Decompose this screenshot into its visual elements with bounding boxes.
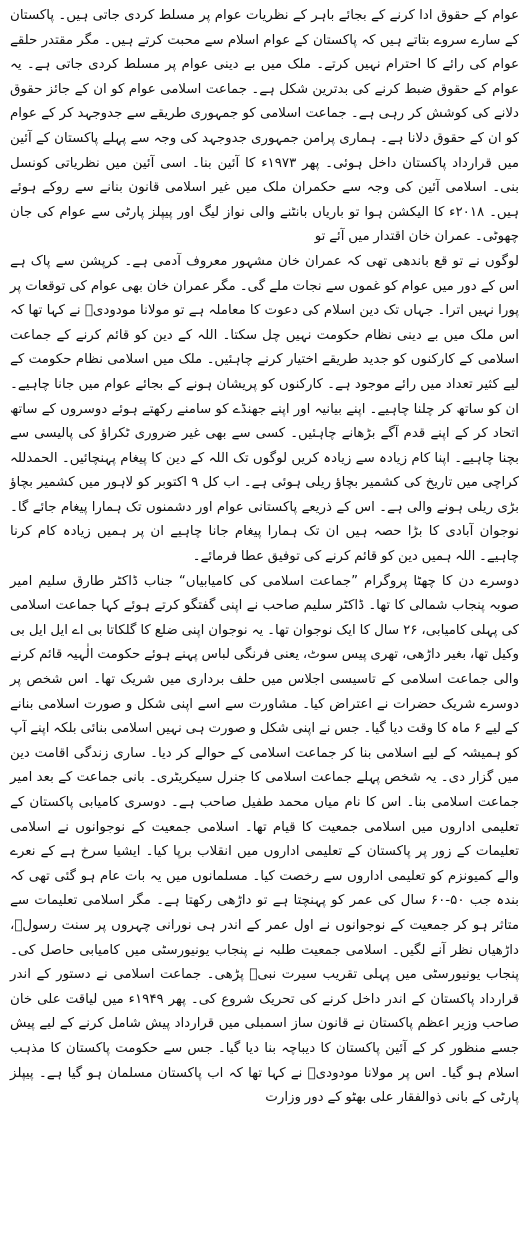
- article-paragraph-2: لوگوں نے تو قع باندھی تھی کہ عمران خان مشہور معروف آدمی ہے۔ کرپشن سے پاک ہے اس کے دور میں عوام کو غموں سے نجات ملے گی۔ مگر عمران خان بھی عوام کی توقعات پر پورا نہیں اترا۔ جہاں تک دین اسلام کی دعوت کا معاملہ ہے تو مولانا مودودیؒ نے کہا تھا کہ اس ملک میں بے دینی نظام حکومت نہیں چل سکتا۔ اللہ کے دین کو قائم کرنے کے جماعت اسلامی کے کارکنوں کو جدید طریقے اختیار کرنے چاہئیں۔ ملک میں اسلامی نظام حکومت کے لیے کثیر تعداد میں رائے موجود ہے۔ کارکنوں کو پریشان ہونے کے بجائے عوام میں جانا چاہیے۔ ان کو ساتھ کر چلنا چاہیے۔ اپنے بیانیہ اور اپنے جھنڈے کو سامنے رکھتے ہوئے دوسروں کے ساتھ اتحاد کر کے اپنے قدم آگے بڑھانے چاہئیں۔ کسی سے بھی غیر ضروری ٹکراؤ کی پالیسی سے بچنا چاہیے۔ اپنا کام زیادہ سے زیادہ کریں لوگوں تک اللہ کے دین کا پیغام پہنچائیں۔ الحمدللہ کراچی میں تاریخ کی کشمیر بچاؤ ریلی ہوئی ہے۔ اب کل ۹ اکتوبر کو لاہور میں کشمیر بچاؤ بڑی ریلی ہونے والی ہے۔ اس کے ذریعے پاکستانی عوام اور دشمنوں تک ہمارا پیغام جائے گا۔ نوجوان آبادی کا بڑا حصہ ہیں ان تک ہمارا پیغام جانا چاہیے ان پر ہمیں زیادہ کام کرنا چاہیے۔ اللہ ہمیں دین کو قائم کرنے کی توفیق عطا فرمائے۔: [10, 253, 519, 565]
- article-paragraph-1: عوام کے حقوق ادا کرنے کے بجائے باہر کے نظریات عوام پر مسلط کردی جاتی ہیں۔ پاکستان کے سارے سروے بتاتے ہیں کہ پاکستان کے عوام اسلام سے محبت کرتے ہیں۔ مگر مقتدر حلقے عوام کی رائے کا احترام نہیں کرتے۔ ملک میں بے دینی عوام پر مسلط کردی جاتی ہے۔ یہ عوام کے حقوق ضبط کرنے کی بدترین شکل ہے۔ جماعت اسلامی عوام کو ان کے جائز حقوق دلانے کی کوشش کر رہی ہے۔ جماعت اسلامی کو جمہوری طریقے سے جدوجہد کر کے عوام کو ان کے حقوق دلانا ہے۔ ہماری پرامن جمہوری جدوجہد کی وجہ سے پہلے پاکستان کے آئین میں قرارداد پاکستان داخل ہوئی۔ پھر ۱۹۷۳ء کا آئین بنا۔ اسی آئین میں نظریاتی کونسل بنی۔ اسلامی آئین کی وجہ سے حکمران ملک میں غیر اسلامی قانون بنانے سے روکے ہوئے ہیں۔ ۲۰۱۸ء کا الیکشن ہوا تو باریاں بانٹنے والی نواز لیگ اور پیپلز پارٹی سے عوام کی جان چھوٹی۔ عمران خان اقتدار میں آئے تو: [10, 8, 519, 245]
- article-paragraph-3: دوسرے دن کا چھٹا پروگرام ”جماعت اسلامی کی کامیابیاں“ جناب ڈاکٹر طارق سلیم امیر صوبہ پنجاب شمالی کا تھا۔ ڈاکٹر سلیم صاحب نے اپنی گفتگو کرتے ہوئے کہا جماعت اسلامی کی پہلی کامیابی، ۲۶ سال کا ایک نوجوان تھا۔ یہ نوجوان اپنی ضلع کا گلکاتا بی اے ایل ایل بی وکیل تھا، بغیر داڑھی، تھری پیس سوٹ، یعنی فرنگی لباس پہنے ہوئے حکومت الٰہیہ قائم کرنے والی جماعت اسلامی کے تاسیسی اجلاس میں حلف برداری میں شریک تھا۔ اس شخص پر دوسرے شریک حضرات نے اعتراض کیا۔ مشاورت سے اسے اپنی شکل و صورت اسلامی بنانے کے لیے ۶ ماہ کا وقت دیا گیا۔ جس نے اپنی شکل و صورت ہی نہیں اسلامی بنائی بلکہ اپنے آپ کو ہمیشہ کے لیے اسلامی بنا کر جماعت اسلامی کے حوالے کر دیا۔ ساری زندگی اقامت دین میں گزار دی۔ یہ شخص پہلے جماعت اسلامی کا جنرل سیکریٹری۔ بانی جماعت کے بعد امیر جماعت اسلامی بنا۔ اس کا نام میاں محمد طفیل صاحب ہے۔ دوسری کامیابی پاکستان کے تعلیمی اداروں میں اسلامی جمعیت کا قیام تھا۔ اسلامی جمعیت کے نوجوانوں نے اسلامی تعلیمات کے زور پر پاکستان کے تعلیمی اداروں میں انقلاب برپا کیا۔ ایشیا سرخ ہے کے نعرے والے کمیونزم کو تعلیمی اداروں سے رخصت کیا۔ مسلمانوں میں یہ بات عام ہو گئی تھی کہ بندہ جب ۵۰-۶۰ سال کی عمر کو پہنچتا ہے تو داڑھی رکھتا ہے۔ مگر اسلامی تعلیمات سے متاثر ہو کر جمعیت کے نوجوانوں نے اول عمر کے اندر ہی نورانی چہروں پر سنت رسولؐ، داڑھیاں نظر آنے لگیں۔ اسلامی جمعیت طلبہ نے پنجاب یونیورسٹی میں کامیابی حاصل کی۔ پنجاب یونیورسٹی میں پہلی تقریب سیرت نبیؐ پڑھی۔ جماعت اسلامی نے دستور کے اندر قرارداد پاکستان کے اندر داخل کرنے کی تحریک شروع کی۔ پھر ۱۹۴۹ء میں لیاقت علی خان صاحب وزیر اعظم پاکستان نے قانون ساز اسمبلی میں قرارداد پیش شامل کرنے کے لیے پیش جسے منظور کر کے آئین پاکستان کا دیباچہ بنا دیا گیا۔ جس سے حکومت پاکستان کا مذہب اسلام ہو گیا۔ اس پر مولانا مودودیؒ نے کہا تھا کہ اب پاکستان مسلمان ہو گیا ہے۔ پیپلز پارٹی کے بانی ذوالفقار علی بھٹو کے دور وزارت: [10, 573, 520, 1106]
